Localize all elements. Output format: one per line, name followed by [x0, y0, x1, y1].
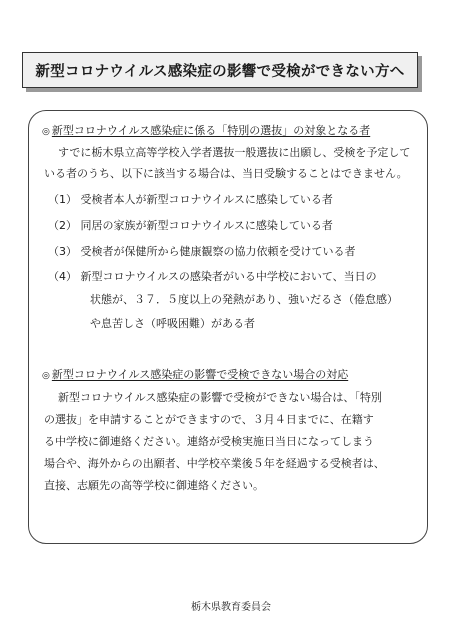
section1-item-4-cont-2: や息苦しさ（呼吸困難）がある者: [90, 317, 255, 330]
section2-line-4: 場合や、海外からの出願者、中学校卒業後５年を経過する受検者は、: [44, 457, 385, 470]
section2-line-3: る中学校に御連絡ください。連絡が受検実施日当日になってしまう: [44, 435, 374, 448]
section1-item-3: （3） 受検者が保健所から健康観察の協力依頼を受けている者: [48, 245, 356, 258]
section1-item-4: （4） 新型コロナウイルスの感染者がいる中学校において、当日の: [48, 270, 377, 283]
section1-item-1: （1） 受検者本人が新型コロナウイルスに感染している者: [48, 193, 333, 206]
section1-marker: ◎: [42, 127, 50, 137]
section2-heading: [42, 368, 348, 383]
section2-heading-text: 新型コロナウイルス感染症の影響で受検できない場合の対応: [51, 368, 349, 381]
section1-item-4-cont-1: 状態が、３７．５度以上の発熱があり、強いだるさ（倦怠感）: [90, 293, 398, 306]
section1-heading-text: 新型コロナウイルス感染症に係る「特別の選抜」の対象となる者: [51, 124, 371, 137]
section2-line-5: 直接、志願先の高等学校に御連絡ください。: [44, 479, 264, 492]
title-banner: [22, 52, 418, 88]
section1-intro-line-2: いる者のうち、以下に該当する場合は、当日受験することはできません。: [44, 167, 408, 180]
section2-line-2: の選抜」を申請することができますので、３月４日までに、在籍す: [44, 413, 374, 426]
section2-line-1: 新型コロナウイルス感染症の影響で受検ができない場合は、「特別: [58, 391, 382, 404]
section1-intro-line-1: すでに栃木県立高等学校入学者選抜一般選抜に出願し、受検を予定して: [58, 146, 411, 159]
footer-issuer: 栃木県教育委員会: [191, 602, 271, 613]
section1-item-2: （2） 同居の家族が新型コロナウイルスに感染している者: [48, 219, 333, 232]
section2-marker: ◎: [42, 371, 50, 381]
page-title: 新型コロナウイルス感染症の影響で受検ができない方へ: [35, 63, 405, 80]
section1-heading: [42, 124, 370, 139]
